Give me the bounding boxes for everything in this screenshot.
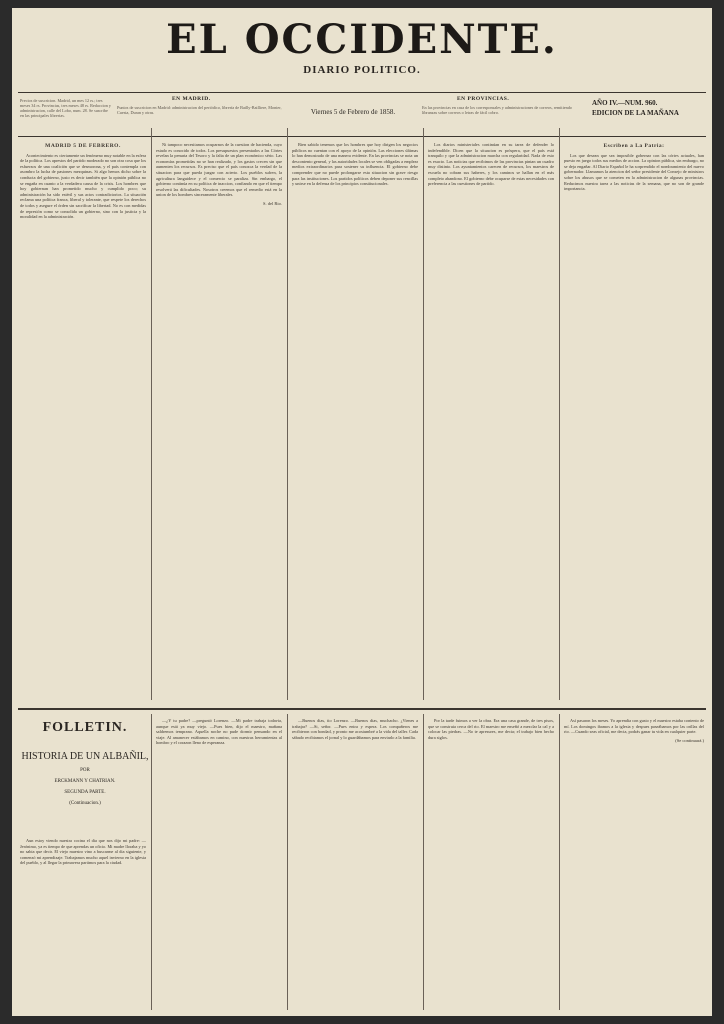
folletin-text: —¿Y tu padre? —preguntó Lorenzo. —Mi padre trabaja todavia, aunque está ya muy viejo. —Pues bien, dijo el maestro, mañana saldremos temprano. Aquella noche no pude dormir pensando en el viaje. Al amanecer estábamos en camino, con nuestras herramientas al hombro y el corazon lleno de esperanza.	[156, 718, 282, 746]
folletin-column-5	[564, 718, 704, 1008]
story-continuation: (Continuacion.)	[69, 801, 101, 806]
column-divider	[151, 128, 152, 700]
column-2	[156, 142, 282, 702]
folletin-text: —Buenos dias, tio Lorenzo. —Buenos dias, muchacho. ¿Vienes a trabajar? —Si, señor. —Pues entra y espera. Los compañeros me recibieron con bondad, y pronto me acostumbré a la vida del taller. Cada sábado recibiamos el jornal y lo guardábamos para enviarlo a la familia.	[292, 718, 418, 740]
column-divider	[287, 714, 288, 1010]
header-top-rule	[18, 92, 706, 93]
column-5-text: Los que desean que sea imposible gobernar con las córtes actuales, han puesto en juego todos sus medios de accion. La opinion pública, sin embargo, no se deja engañar. Al Diario Español le ha sorprendido el nombramiento del nuevo gobernador. Llamamos la atencion del señor presidente del Consejo de ministros sobre los abusos que se cometen en la administracion de algunas provincias. Reducimos nuestra tarea a las noticias de la semana, que no son de grande importancia.	[564, 152, 704, 192]
folletin-column-2	[156, 718, 282, 1008]
folletin-column-3	[292, 718, 418, 1008]
column-3	[292, 142, 418, 702]
folletin-column-1	[20, 838, 146, 1008]
newspaper-subtitle: DIARIO POLITICO.	[303, 64, 421, 76]
column-divider	[559, 714, 560, 1010]
column-2-signature: S. del Rio.	[262, 200, 282, 206]
column-5-heading: Escriben a La Patria:	[603, 143, 665, 149]
column-1	[20, 142, 146, 702]
folletin-header	[20, 720, 150, 807]
folletin-rule	[18, 708, 706, 710]
column-divider	[423, 714, 424, 1010]
newspaper-title: EL OCCIDENTE.	[166, 16, 558, 63]
madrid-section-label: EN MADRID.	[172, 96, 211, 102]
column-divider	[559, 128, 560, 700]
column-divider	[151, 714, 152, 1010]
column-1-heading: MADRID 5 DE FEBRERO.	[45, 143, 121, 149]
subscription-note-right: En las provincias en casa de los corresponsales y administraciones de correos, remitiendo libranzas sobre correos o letras de fácil cobro.	[422, 105, 572, 115]
folletin-text: Así pasaron los meses. Yo aprendia con gusto y el maestro estaba contento de mí. Los domingos ibamos a la iglesia y despues paseábamos por las orillas del rio. —Cuando seas oficial, me decia, podrás ganar tu vida en cualquier parte.	[564, 718, 704, 735]
header-bottom-rule	[18, 136, 706, 137]
folletin-continuara: (Se continuará.)	[675, 737, 704, 743]
column-5	[564, 142, 704, 702]
subscription-note-left: Precios de suscricion. Madrid, un mes 12 rs.; tres meses 34 rs. Provincias, tres meses 48 rs. Redaccion y administracion, calle del Lobo, num. 28. Se suscribe en las principales librerias.	[20, 98, 111, 118]
story-title: HISTORIA DE UN ALBAÑIL,	[21, 751, 149, 762]
issue-box	[592, 98, 707, 118]
folletin-text: Por la tarde fuimos a ver la obra. Era una casa grande, de tres pisos, que se construia cerca del rio. El maestro me enseñó a mezclar la cal y a colocar las piedras. —No te apresures, me decia; el trabajo bien hecho dura siglos.	[428, 718, 554, 740]
column-divider	[287, 128, 288, 700]
edition-label: EDICION DE LA MAÑANA	[592, 109, 679, 117]
folletin-column-4	[428, 718, 554, 1008]
issue-number: AÑO IV.—NUM. 960.	[592, 99, 658, 107]
column-2-text: Ni tampoco necesitamos ocuparnos de la cuestion de hacienda, cuyo estado es conocido de todos. Los presupuestos presentados a las Córtes revelan la penuria del Tesoro y la falta de un plan económico sério. Las economías prometidas no se han realizado, y los gastos crecen sin que aumenten los recursos. Es preciso que el país conozca la verdad de la situacion para que pueda juzgar con acierto. Los pueblos sufren, la agricultura languidece y el comercio se paraliza. Sin embargo, el gobierno continúa en su política de inaccion, confiando en que el tiempo resolverá las dificultades. Nosotros creemos que el remedio está en la union de los hombres sinceramente liberales.	[156, 142, 282, 198]
column-4	[428, 142, 554, 702]
column-4-text: Los diarios ministeriales continúan en su tarea de defender lo indefendible. Dicen que la situacion es próspera, que el país está tranquilo y que la administracion marcha con regularidad. Nada de esto es exacto. Las noticias que recibimos de las provincias pintan un cuadro muy distinto. Los ayuntamientos carecen de recursos, los maestros de escuela no cobran sus haberes, y los caminos se hallan en el más completo abandono. El gobierno debe ocuparse de estas necesidades con preferencia a las cuestiones de partido.	[428, 142, 554, 187]
subscription-note-mid: Puntos de suscricion en Madrid: administracion del periódico, librería de Bailly-Bailliere, Monier, Cuesta, Duran y otras.	[117, 105, 282, 115]
folletin-text: Aun estoy viendo nuestra cocina el dia que nos dijo mi padre: —Jerónimo, ya es tiempo de que aprendas un oficio. Mi madre lloraba y yo no sabia que decir. El viejo maestro vino a buscarme al dia siguiente, y comenzó mi aprendizaje. Trabajamos mucho aquel invierno en la iglesia del pueblo, y al llegar la primavera partimos para la ciudad.	[20, 838, 146, 866]
column-divider	[423, 128, 424, 700]
provinces-section-label: EN PROVINCIAS.	[457, 96, 510, 102]
masthead	[12, 18, 712, 76]
column-3-text: Bien sabido tenemos que los hombres que hoy dirigen los negocios públicos no cuentan con el apoyo de la opinión. Las elecciones últimas lo han demostrado de una manera evidente. En las provincias se nota un descontento general, y las autoridades locales se ven obligadas a emplear medios extraordinarios para sostener su influencia. El gobierno debe comprender que no puede prolongarse esta situacion sin grave riesgo para las instituciones. Los partidos políticos deben deponer sus rencillas y unirse en la defensa de los principios constitucionales.	[292, 142, 418, 187]
story-part: SEGUNDA PARTE.	[64, 790, 106, 795]
story-by: POR	[80, 768, 90, 773]
story-authors: ERCKMANN Y CHATRIAN.	[54, 779, 116, 784]
newspaper-page	[12, 8, 712, 1016]
folletin-label: FOLLETIN.	[42, 720, 128, 735]
column-1-text: Acontecimiento es ciertamente un fenómeno muy notable en la esfera de la política. Los aprestos del partido moderado no son otra cosa que los esfuerzos de una coalición que se desmorona, y el país contempla con asombro la lucha de pasiones mezquinas. Si algo hemos dicho sobre la conducta del gobierno, justo es decir también que la opinión pública no se engaña en cuanto a la verdadera causa de la crisis. Los hombres que hoy gobiernan han prometido mucho y cumplido poco; su administración ha sido estéril y sus actos contradictorios. La situación reclama una política franca, liberal y tolerante, que respete los derechos de todos y asegure el órden sin sacrificar la libertad. No es con medidas de represión como se consolida un gobierno, sino con la justicia y la moralidad en la administración.	[20, 152, 146, 220]
dateline: Viernes 5 de Febrero de 1858.	[310, 108, 396, 116]
